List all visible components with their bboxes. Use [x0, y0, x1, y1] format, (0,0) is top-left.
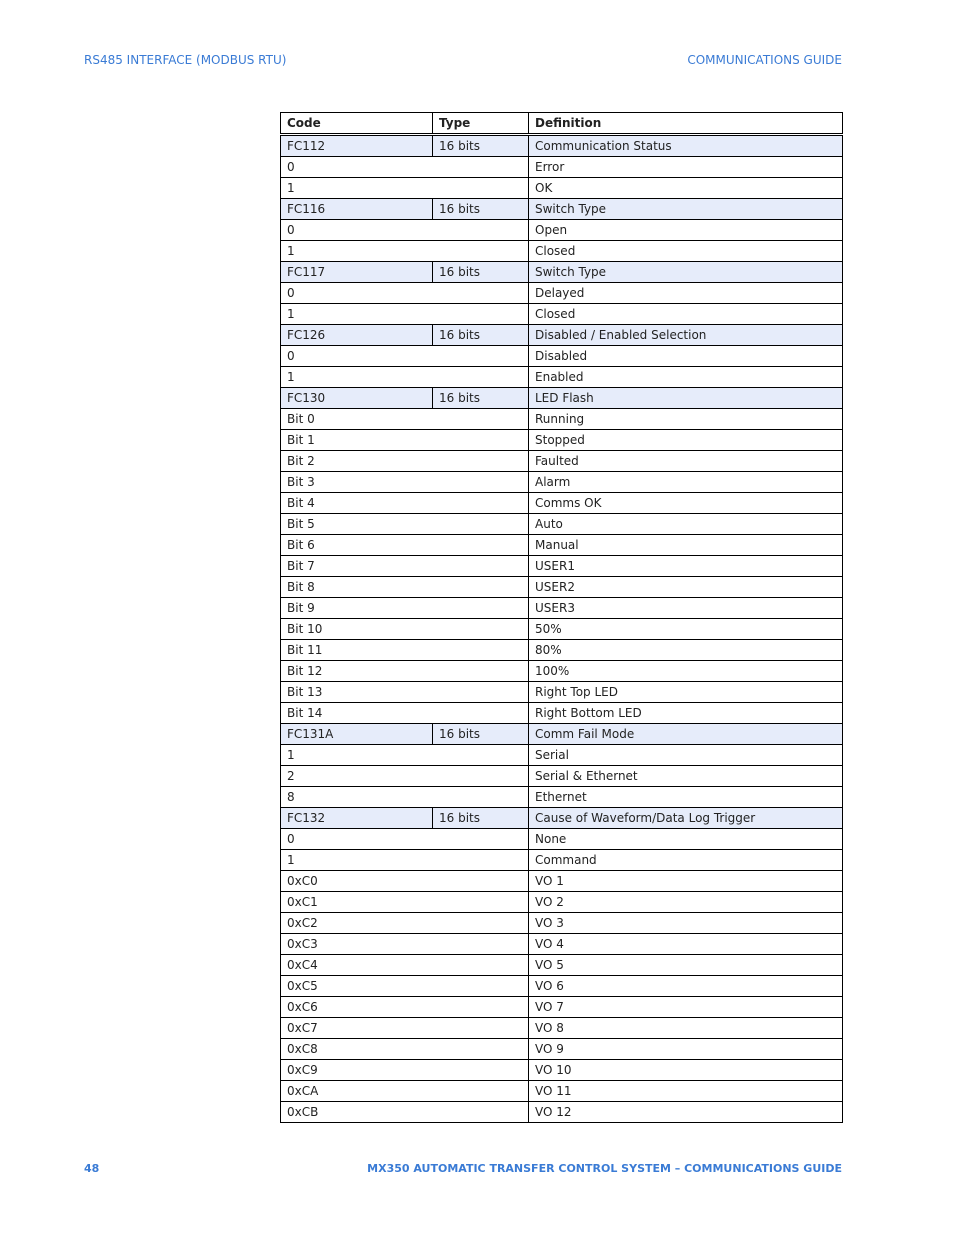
cell-code: 0xC2 — [281, 913, 529, 934]
cell-code: 0xC5 — [281, 976, 529, 997]
table-row — [281, 1102, 843, 1123]
table-row — [281, 577, 843, 598]
cell-code: 0 — [281, 157, 529, 178]
table-row — [281, 871, 843, 892]
table-row — [281, 682, 843, 703]
footer-title: MX350 AUTOMATIC TRANSFER CONTROL SYSTEM – COMMUNICATIONS GUIDE — [367, 1162, 842, 1175]
cell-definition: VO 5 — [529, 955, 843, 976]
table-row — [281, 241, 843, 262]
cell-type: 16 bits — [433, 135, 529, 157]
cell-definition: Enabled — [529, 367, 843, 388]
cell-code: Bit 1 — [281, 430, 529, 451]
cell-definition: 50% — [529, 619, 843, 640]
cell-code: 1 — [281, 850, 529, 871]
table-row — [281, 934, 843, 955]
cell-definition: VO 4 — [529, 934, 843, 955]
cell-code: 2 — [281, 766, 529, 787]
cell-definition: Running — [529, 409, 843, 430]
cell-code: Bit 6 — [281, 535, 529, 556]
cell-definition: Error — [529, 157, 843, 178]
cell-code: Bit 3 — [281, 472, 529, 493]
cell-code: 0 — [281, 829, 529, 850]
cell-definition: Disabled / Enabled Selection — [529, 325, 843, 346]
table-row — [281, 913, 843, 934]
cell-code: Bit 4 — [281, 493, 529, 514]
cell-code: 0xC6 — [281, 997, 529, 1018]
cell-code: FC130 — [281, 388, 433, 409]
cell-definition: USER1 — [529, 556, 843, 577]
cell-definition: VO 1 — [529, 871, 843, 892]
cell-code: Bit 13 — [281, 682, 529, 703]
cell-code: 1 — [281, 367, 529, 388]
cell-definition: USER3 — [529, 598, 843, 619]
cell-definition: Serial & Ethernet — [529, 766, 843, 787]
cell-code: 0xC7 — [281, 1018, 529, 1039]
table-row-format-code — [281, 262, 843, 283]
cell-code: FC116 — [281, 199, 433, 220]
cell-definition: 80% — [529, 640, 843, 661]
cell-definition: Command — [529, 850, 843, 871]
page-number: 48 — [84, 1162, 100, 1175]
cell-code: FC112 — [281, 135, 433, 157]
table-row — [281, 493, 843, 514]
table-row — [281, 220, 843, 241]
table-row — [281, 1039, 843, 1060]
cell-definition: VO 2 — [529, 892, 843, 913]
table-row — [281, 367, 843, 388]
running-header-guide: COMMUNICATIONS GUIDE — [687, 53, 842, 67]
cell-code: 0xCB — [281, 1102, 529, 1123]
table-row — [281, 829, 843, 850]
cell-type: 16 bits — [433, 325, 529, 346]
table-row-format-code — [281, 199, 843, 220]
cell-definition: Cause of Waveform/Data Log Trigger — [529, 808, 843, 829]
cell-type: 16 bits — [433, 724, 529, 745]
table-row — [281, 745, 843, 766]
cell-code: 0xC0 — [281, 871, 529, 892]
cell-definition: Open — [529, 220, 843, 241]
header-definition: Definition — [529, 113, 843, 135]
cell-definition: LED Flash — [529, 388, 843, 409]
cell-code: 0xC9 — [281, 1060, 529, 1081]
running-header-section: RS485 INTERFACE (MODBUS RTU) — [84, 53, 287, 67]
cell-definition: VO 6 — [529, 976, 843, 997]
cell-definition: VO 10 — [529, 1060, 843, 1081]
cell-definition: Auto — [529, 514, 843, 535]
table-row-format-code — [281, 135, 843, 157]
cell-definition: VO 9 — [529, 1039, 843, 1060]
header-type: Type — [433, 113, 529, 135]
cell-code: 0xC1 — [281, 892, 529, 913]
cell-definition: Comms OK — [529, 493, 843, 514]
cell-definition: Delayed — [529, 283, 843, 304]
cell-definition: Ethernet — [529, 787, 843, 808]
cell-code: Bit 10 — [281, 619, 529, 640]
table-row — [281, 178, 843, 199]
cell-code: FC126 — [281, 325, 433, 346]
table-row — [281, 472, 843, 493]
cell-definition: Comm Fail Mode — [529, 724, 843, 745]
cell-type: 16 bits — [433, 388, 529, 409]
cell-code: 0xC3 — [281, 934, 529, 955]
cell-definition: Stopped — [529, 430, 843, 451]
cell-code: FC117 — [281, 262, 433, 283]
cell-definition: Serial — [529, 745, 843, 766]
table-row — [281, 787, 843, 808]
cell-definition: None — [529, 829, 843, 850]
cell-definition: Closed — [529, 304, 843, 325]
cell-code: 0 — [281, 346, 529, 367]
cell-code: 0xC8 — [281, 1039, 529, 1060]
table-row-format-code — [281, 325, 843, 346]
table-row — [281, 157, 843, 178]
cell-code: Bit 8 — [281, 577, 529, 598]
table-body — [281, 135, 843, 1123]
cell-definition: Closed — [529, 241, 843, 262]
cell-code: 1 — [281, 178, 529, 199]
cell-type: 16 bits — [433, 808, 529, 829]
table-row — [281, 556, 843, 577]
table-row — [281, 304, 843, 325]
cell-definition: Switch Type — [529, 262, 843, 283]
cell-code: 0 — [281, 220, 529, 241]
table-row — [281, 1060, 843, 1081]
table-row — [281, 430, 843, 451]
cell-type: 16 bits — [433, 199, 529, 220]
cell-code: 1 — [281, 304, 529, 325]
cell-definition: Disabled — [529, 346, 843, 367]
cell-code: Bit 0 — [281, 409, 529, 430]
table-row — [281, 1081, 843, 1102]
format-codes-table — [280, 112, 843, 1123]
table-row — [281, 997, 843, 1018]
cell-code: Bit 9 — [281, 598, 529, 619]
header-code: Code — [281, 113, 433, 135]
table-row-format-code — [281, 808, 843, 829]
table-row — [281, 955, 843, 976]
cell-code: FC132 — [281, 808, 433, 829]
cell-code: 0xCA — [281, 1081, 529, 1102]
table-row — [281, 1018, 843, 1039]
cell-definition: VO 11 — [529, 1081, 843, 1102]
cell-definition: VO 3 — [529, 913, 843, 934]
cell-definition: 100% — [529, 661, 843, 682]
table-row — [281, 976, 843, 997]
cell-code: 0xC4 — [281, 955, 529, 976]
cell-definition: VO 8 — [529, 1018, 843, 1039]
cell-type: 16 bits — [433, 262, 529, 283]
cell-code: Bit 11 — [281, 640, 529, 661]
cell-definition: Alarm — [529, 472, 843, 493]
table-row — [281, 451, 843, 472]
cell-code: 1 — [281, 745, 529, 766]
table-header-row — [281, 113, 843, 135]
table-row — [281, 283, 843, 304]
cell-code: FC131A — [281, 724, 433, 745]
cell-definition: Communication Status — [529, 135, 843, 157]
table-row — [281, 619, 843, 640]
cell-definition: VO 12 — [529, 1102, 843, 1123]
table-row — [281, 514, 843, 535]
table-row — [281, 892, 843, 913]
table-row — [281, 640, 843, 661]
cell-definition: Switch Type — [529, 199, 843, 220]
table-row — [281, 535, 843, 556]
table-row — [281, 661, 843, 682]
cell-code: Bit 2 — [281, 451, 529, 472]
cell-code: 1 — [281, 241, 529, 262]
cell-code: Bit 12 — [281, 661, 529, 682]
cell-code: 8 — [281, 787, 529, 808]
cell-definition: OK — [529, 178, 843, 199]
cell-definition: Right Top LED — [529, 682, 843, 703]
cell-code: Bit 5 — [281, 514, 529, 535]
table-row-format-code — [281, 388, 843, 409]
cell-code: 0 — [281, 283, 529, 304]
table-row — [281, 766, 843, 787]
table-row — [281, 703, 843, 724]
cell-definition: USER2 — [529, 577, 843, 598]
table-row — [281, 850, 843, 871]
cell-definition: Manual — [529, 535, 843, 556]
cell-definition: Faulted — [529, 451, 843, 472]
cell-code: Bit 14 — [281, 703, 529, 724]
cell-definition: VO 7 — [529, 997, 843, 1018]
table-row — [281, 409, 843, 430]
cell-code: Bit 7 — [281, 556, 529, 577]
cell-definition: Right Bottom LED — [529, 703, 843, 724]
table-row — [281, 346, 843, 367]
table-row-format-code — [281, 724, 843, 745]
table-row — [281, 598, 843, 619]
